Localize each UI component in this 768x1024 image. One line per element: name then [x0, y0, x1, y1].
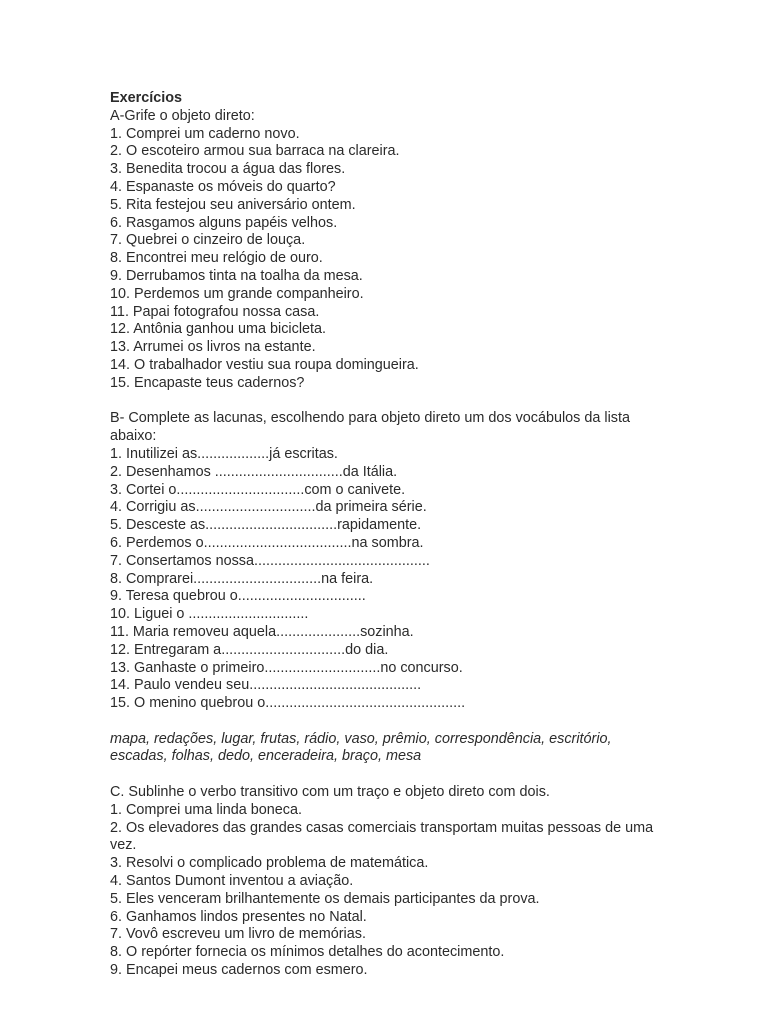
list-item: 5. Eles venceram brilhantemente os demais participantes da prova.: [110, 890, 540, 907]
list-item: 2. O escoteiro armou sua barraca na clareira.: [110, 143, 400, 160]
list-item: 8. Encontrei meu relógio de ouro.: [110, 250, 323, 267]
spacer: [110, 713, 670, 731]
section-b-heading: B- Complete as lacunas, escolhendo para objeto direto um dos vocábulos da lista abaixo:: [110, 410, 630, 445]
list-item: 4. Espanaste os móveis do quarto?: [110, 178, 336, 195]
list-item: 6. Rasgamos alguns papéis velhos.: [110, 214, 338, 231]
list-item: 4. Santos Dumont inventou a aviação.: [110, 873, 354, 890]
list-item: 3. Benedita trocou a água das flores.: [110, 161, 346, 178]
spacer: [110, 393, 670, 411]
list-item: 14. Paulo vendeu seu...........................................: [110, 677, 422, 694]
list-item: 12. Entregaram a...............................do dia.: [110, 641, 389, 658]
list-item: 1. Inutilizei as..................já escritas.: [110, 445, 338, 462]
list-item: 9. Teresa quebrou o................................: [110, 588, 366, 605]
list-item: 10. Perdemos um grande companheiro.: [110, 285, 364, 302]
list-item: 7. Quebrei o cinzeiro de louça.: [110, 232, 306, 249]
list-item: 5. Desceste as.................................rapidamente.: [110, 517, 422, 534]
spacer: [110, 766, 670, 784]
page-title: Exercícios: [110, 90, 183, 106]
section-a: [110, 108, 670, 393]
list-item: 1. Comprei um caderno novo.: [110, 125, 300, 142]
list-item: 11. Maria removeu aquela.....................sozinha.: [110, 623, 414, 640]
list-item: 4. Corrigiu as..............................da primeira série.: [110, 499, 427, 516]
list-item: 9. Encapei meus cadernos com esmero.: [110, 962, 368, 979]
list-item: 2. Desenhamos ................................da Itália.: [110, 463, 398, 480]
section-a-heading: A-Grife o objeto direto:: [110, 107, 255, 124]
list-item: 6. Ganhamos lindos presentes no Natal.: [110, 908, 367, 925]
list-item: 15. Encapaste teus cadernos?: [110, 374, 305, 391]
section-c: [110, 784, 670, 980]
list-item: 10. Liguei o ..............................: [110, 606, 309, 623]
list-item: 14. O trabalhador vestiu sua roupa domingueira.: [110, 356, 419, 373]
section-b: [110, 410, 670, 766]
list-item: 6. Perdemos o.....................................na sombra.: [110, 534, 424, 551]
list-item: 7. Consertamos nossa............................................: [110, 552, 430, 569]
list-item: 15. O menino quebrou o..................................................: [110, 695, 466, 712]
list-item: 2. Os elevadores das grandes casas comerciais transportam muitas pessoas de uma vez.: [110, 819, 654, 854]
section-c-heading: C. Sublinhe o verbo transitivo com um traço e objeto direto com dois.: [110, 784, 550, 801]
list-item: 9. Derrubamos tinta na toalha da mesa.: [110, 267, 363, 284]
list-item: 8. O repórter fornecia os mínimos detalhes do acontecimento.: [110, 944, 505, 961]
list-item: 11. Papai fotografou nossa casa.: [110, 303, 320, 320]
list-item: 1. Comprei uma linda boneca.: [110, 801, 302, 818]
word-list: mapa, redações, lugar, frutas, rádio, vaso, prêmio, correspondência, escritório, escadas, folhas, dedo, enceradeira, braço, mesa: [110, 730, 612, 765]
list-item: 7. Vovô escreveu um livro de memórias.: [110, 926, 366, 943]
list-item: 13. Arrumei os livros na estante.: [110, 339, 316, 356]
list-item: 5. Rita festejou seu aniversário ontem.: [110, 196, 356, 213]
document-page: [110, 90, 670, 980]
list-item: 8. Comprarei................................na feira.: [110, 570, 374, 587]
list-item: 12. Antônia ganhou uma bicicleta.: [110, 321, 327, 338]
list-item: 3. Cortei o................................com o canivete.: [110, 481, 406, 498]
list-item: 3. Resolvi o complicado problema de matemática.: [110, 855, 429, 872]
list-item: 13. Ganhaste o primeiro.............................no concurso.: [110, 659, 463, 676]
